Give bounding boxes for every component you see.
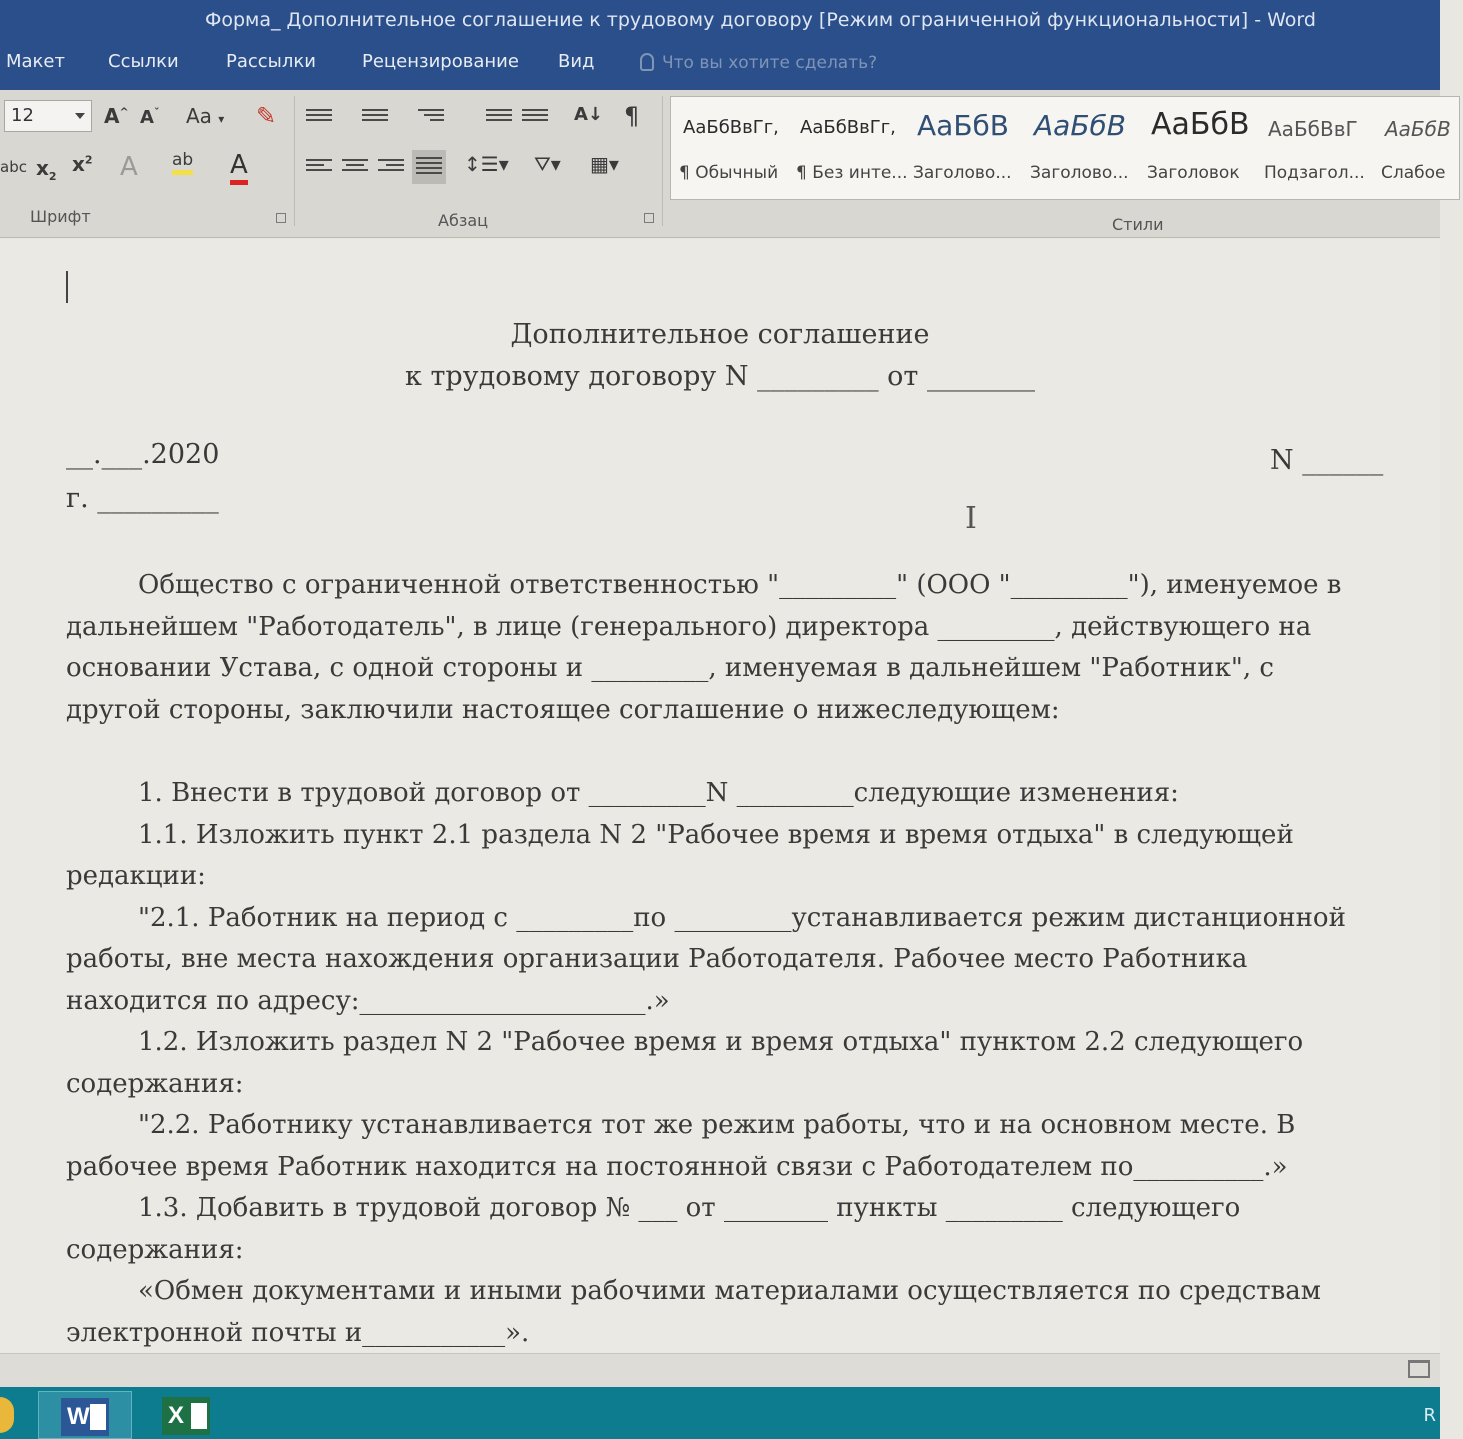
clause-line: 1.3. Добавить в трудовой договор № ___ от ________ пункты _________ следующего: [138, 1193, 1241, 1223]
style-sample: АаБбВ: [1151, 107, 1250, 142]
clause-line: редакции:: [66, 861, 206, 891]
bullets-icon[interactable]: [306, 106, 332, 128]
clause-line: содержания:: [66, 1234, 244, 1265]
change-case-label: Aa: [186, 104, 212, 128]
taskbar-tray-text: R: [1423, 1405, 1436, 1426]
style-name: Заголово...: [1030, 163, 1129, 183]
clause-line: рабочее время Работник находится на постоянной связи с Работодателем по__________.»: [66, 1151, 1288, 1182]
doc-lines: [90, 1404, 106, 1430]
clause-line: "2.2. Работнику устанавливается тот же режим работы, что и на основном месте. В: [138, 1110, 1296, 1140]
divider: [662, 96, 663, 226]
document-title-line2: к трудовому договору N _________ от ________: [405, 361, 1035, 392]
document-city: г. _________: [66, 483, 219, 514]
document-title-line1: Дополнительное соглашение: [510, 319, 930, 350]
clause-line: 1.2. Изложить раздел N 2 "Рабочее время и время отдыха" пунктом 2.2 следующего: [138, 1027, 1304, 1057]
subscript-icon[interactable]: $x_2$: [36, 156, 57, 183]
tab-mailings[interactable]: Рассылки: [226, 51, 316, 72]
style-normal[interactable]: [671, 97, 789, 201]
style-name: Заголово...: [913, 163, 1012, 183]
font-group-label: Шрифт: [30, 207, 91, 226]
text-cursor: [66, 271, 68, 303]
style-subtitle[interactable]: [1256, 97, 1374, 201]
font-color-icon[interactable]: A: [230, 150, 248, 185]
taskbar-word-button[interactable]: [38, 1391, 132, 1439]
increase-indent-icon[interactable]: [522, 106, 548, 128]
font-size-select[interactable]: [4, 100, 92, 132]
excel-icon-label: X: [168, 1402, 185, 1429]
document-page[interactable]: [0, 239, 1440, 1353]
style-name: ¶ Обычный: [679, 163, 779, 183]
intro-line: другой стороны, заключили настоящее соглашение о нижеследующем:: [66, 694, 1060, 725]
intro-paragraph: [66, 565, 1396, 731]
taskbar-excel-button[interactable]: [140, 1391, 230, 1439]
shrink-font-icon[interactable]: $A^ˇ$: [140, 106, 160, 128]
styles-gallery: [670, 96, 1460, 200]
justify-icon[interactable]: [412, 150, 446, 184]
style-name: ¶ Без инте...: [796, 163, 908, 183]
paragraph-dialog-launcher-icon[interactable]: [644, 213, 654, 223]
style-sample: АаБбВ: [1034, 109, 1126, 142]
clause-line: содержания:: [66, 1068, 244, 1099]
style-name: Подзагол...: [1264, 163, 1365, 183]
clauses-section: [66, 773, 1396, 1354]
chevron-down-icon: [75, 113, 85, 119]
lightbulb-icon: [640, 53, 654, 71]
highlight-icon[interactable]: ab: [172, 150, 193, 175]
tab-review[interactable]: Рецензирование: [362, 51, 519, 72]
font-dialog-launcher-icon[interactable]: [276, 213, 286, 223]
tell-me-text: Что вы хотите сделать?: [662, 53, 878, 73]
paragraph-group-label: Абзац: [438, 211, 489, 230]
tab-references[interactable]: Ссылки: [108, 51, 179, 72]
change-case-button[interactable]: Aa ▾: [186, 104, 225, 128]
excel-icon: [162, 1397, 210, 1435]
clause-line: находится по адресу:______________________.»: [66, 985, 670, 1016]
tab-layout[interactable]: Макет: [6, 51, 65, 72]
clear-formatting-icon[interactable]: ✎: [256, 102, 277, 130]
document-number: N ______: [1270, 445, 1384, 476]
style-sample: АаБбВ: [1385, 117, 1451, 141]
borders-icon[interactable]: ▦▾: [590, 152, 619, 176]
ibeam-cursor-icon: I: [965, 501, 977, 536]
word-icon-label: W: [67, 1403, 90, 1430]
clause-line: «Обмен документами и иными рабочими материалами осуществляется по средствам: [138, 1276, 1322, 1306]
clause-line: 1. Внести в трудовой договор от _________N _________следующие изменения:: [138, 778, 1179, 808]
sort-icon[interactable]: A↓: [574, 104, 604, 125]
style-no-spacing[interactable]: [788, 97, 906, 201]
start-button[interactable]: [0, 1397, 14, 1433]
document-date: __.___.2020: [66, 439, 220, 470]
style-sample: АаБбВ: [917, 109, 1009, 142]
clause-line: 1.1. Изложить пункт 2.1 раздела N 2 "Рабочее время и время отдыха" в следующей: [138, 819, 1294, 850]
align-center-icon[interactable]: [342, 156, 368, 178]
clause-line: "2.1. Работник на период с _________по _________устанавливается режим дистанционной: [138, 902, 1346, 933]
window-title: Форма_ Дополнительное соглашение к трудовому договору [Режим ограниченной функциональности] - Word: [205, 9, 1316, 31]
style-heading2[interactable]: [1022, 97, 1140, 201]
intro-line: Общество с ограниченной ответственностью "_________" (ООО "_________"), именуемое в: [138, 570, 1342, 600]
word-icon: [61, 1398, 109, 1436]
line-spacing-icon[interactable]: ↕☰▾: [464, 152, 509, 176]
font-size-value: 12: [11, 105, 34, 126]
style-name: Заголовок: [1147, 163, 1240, 183]
align-left-icon[interactable]: [306, 156, 332, 178]
intro-line: основании Устава, с одной стороны и _________, именуемая в дальнейшем "Работник", с: [66, 653, 1274, 683]
style-heading1[interactable]: [905, 97, 1023, 201]
align-right-icon[interactable]: [378, 156, 404, 178]
ribbon-tabs: [0, 46, 1440, 90]
styles-group-label: Стили: [1112, 215, 1164, 234]
style-sample: АаБбВвГ: [1268, 117, 1358, 141]
show-formatting-icon[interactable]: ¶: [624, 102, 640, 130]
clause-line: электронной почты и___________».: [66, 1317, 530, 1348]
superscript-icon[interactable]: $x^2$: [72, 152, 93, 176]
style-title[interactable]: [1139, 97, 1257, 201]
shading-icon[interactable]: ⛛▾: [534, 152, 561, 176]
style-sample: АаБбВвГг,: [800, 117, 896, 138]
numbering-icon[interactable]: [362, 106, 388, 128]
decrease-indent-icon[interactable]: [486, 106, 512, 128]
ribbon: [0, 90, 1451, 238]
tell-me-search[interactable]: [640, 53, 877, 73]
grow-font-icon[interactable]: A^: [104, 104, 129, 128]
status-bar: [0, 1353, 1440, 1387]
divider: [294, 96, 295, 226]
taskbar: [0, 1387, 1440, 1439]
style-sample: АаБбВвГг,: [683, 117, 779, 138]
multilevel-list-icon[interactable]: [418, 106, 444, 128]
clause-line: работы, вне места нахождения организации Работодателя. Рабочее место Работника: [66, 944, 1248, 974]
doc-lines: [191, 1403, 207, 1429]
read-mode-icon[interactable]: [1408, 1360, 1430, 1378]
strikethrough-icon[interactable]: abc: [0, 158, 27, 176]
tab-view[interactable]: Вид: [558, 51, 595, 72]
text-effects-icon[interactable]: A: [120, 152, 138, 182]
intro-line: дальнейшем "Работодатель", в лице (генерального) директора _________, действующего на: [66, 611, 1312, 642]
title-bar: [0, 0, 1440, 46]
style-name: Слабое: [1381, 163, 1446, 183]
style-subtle[interactable]: [1373, 97, 1463, 201]
